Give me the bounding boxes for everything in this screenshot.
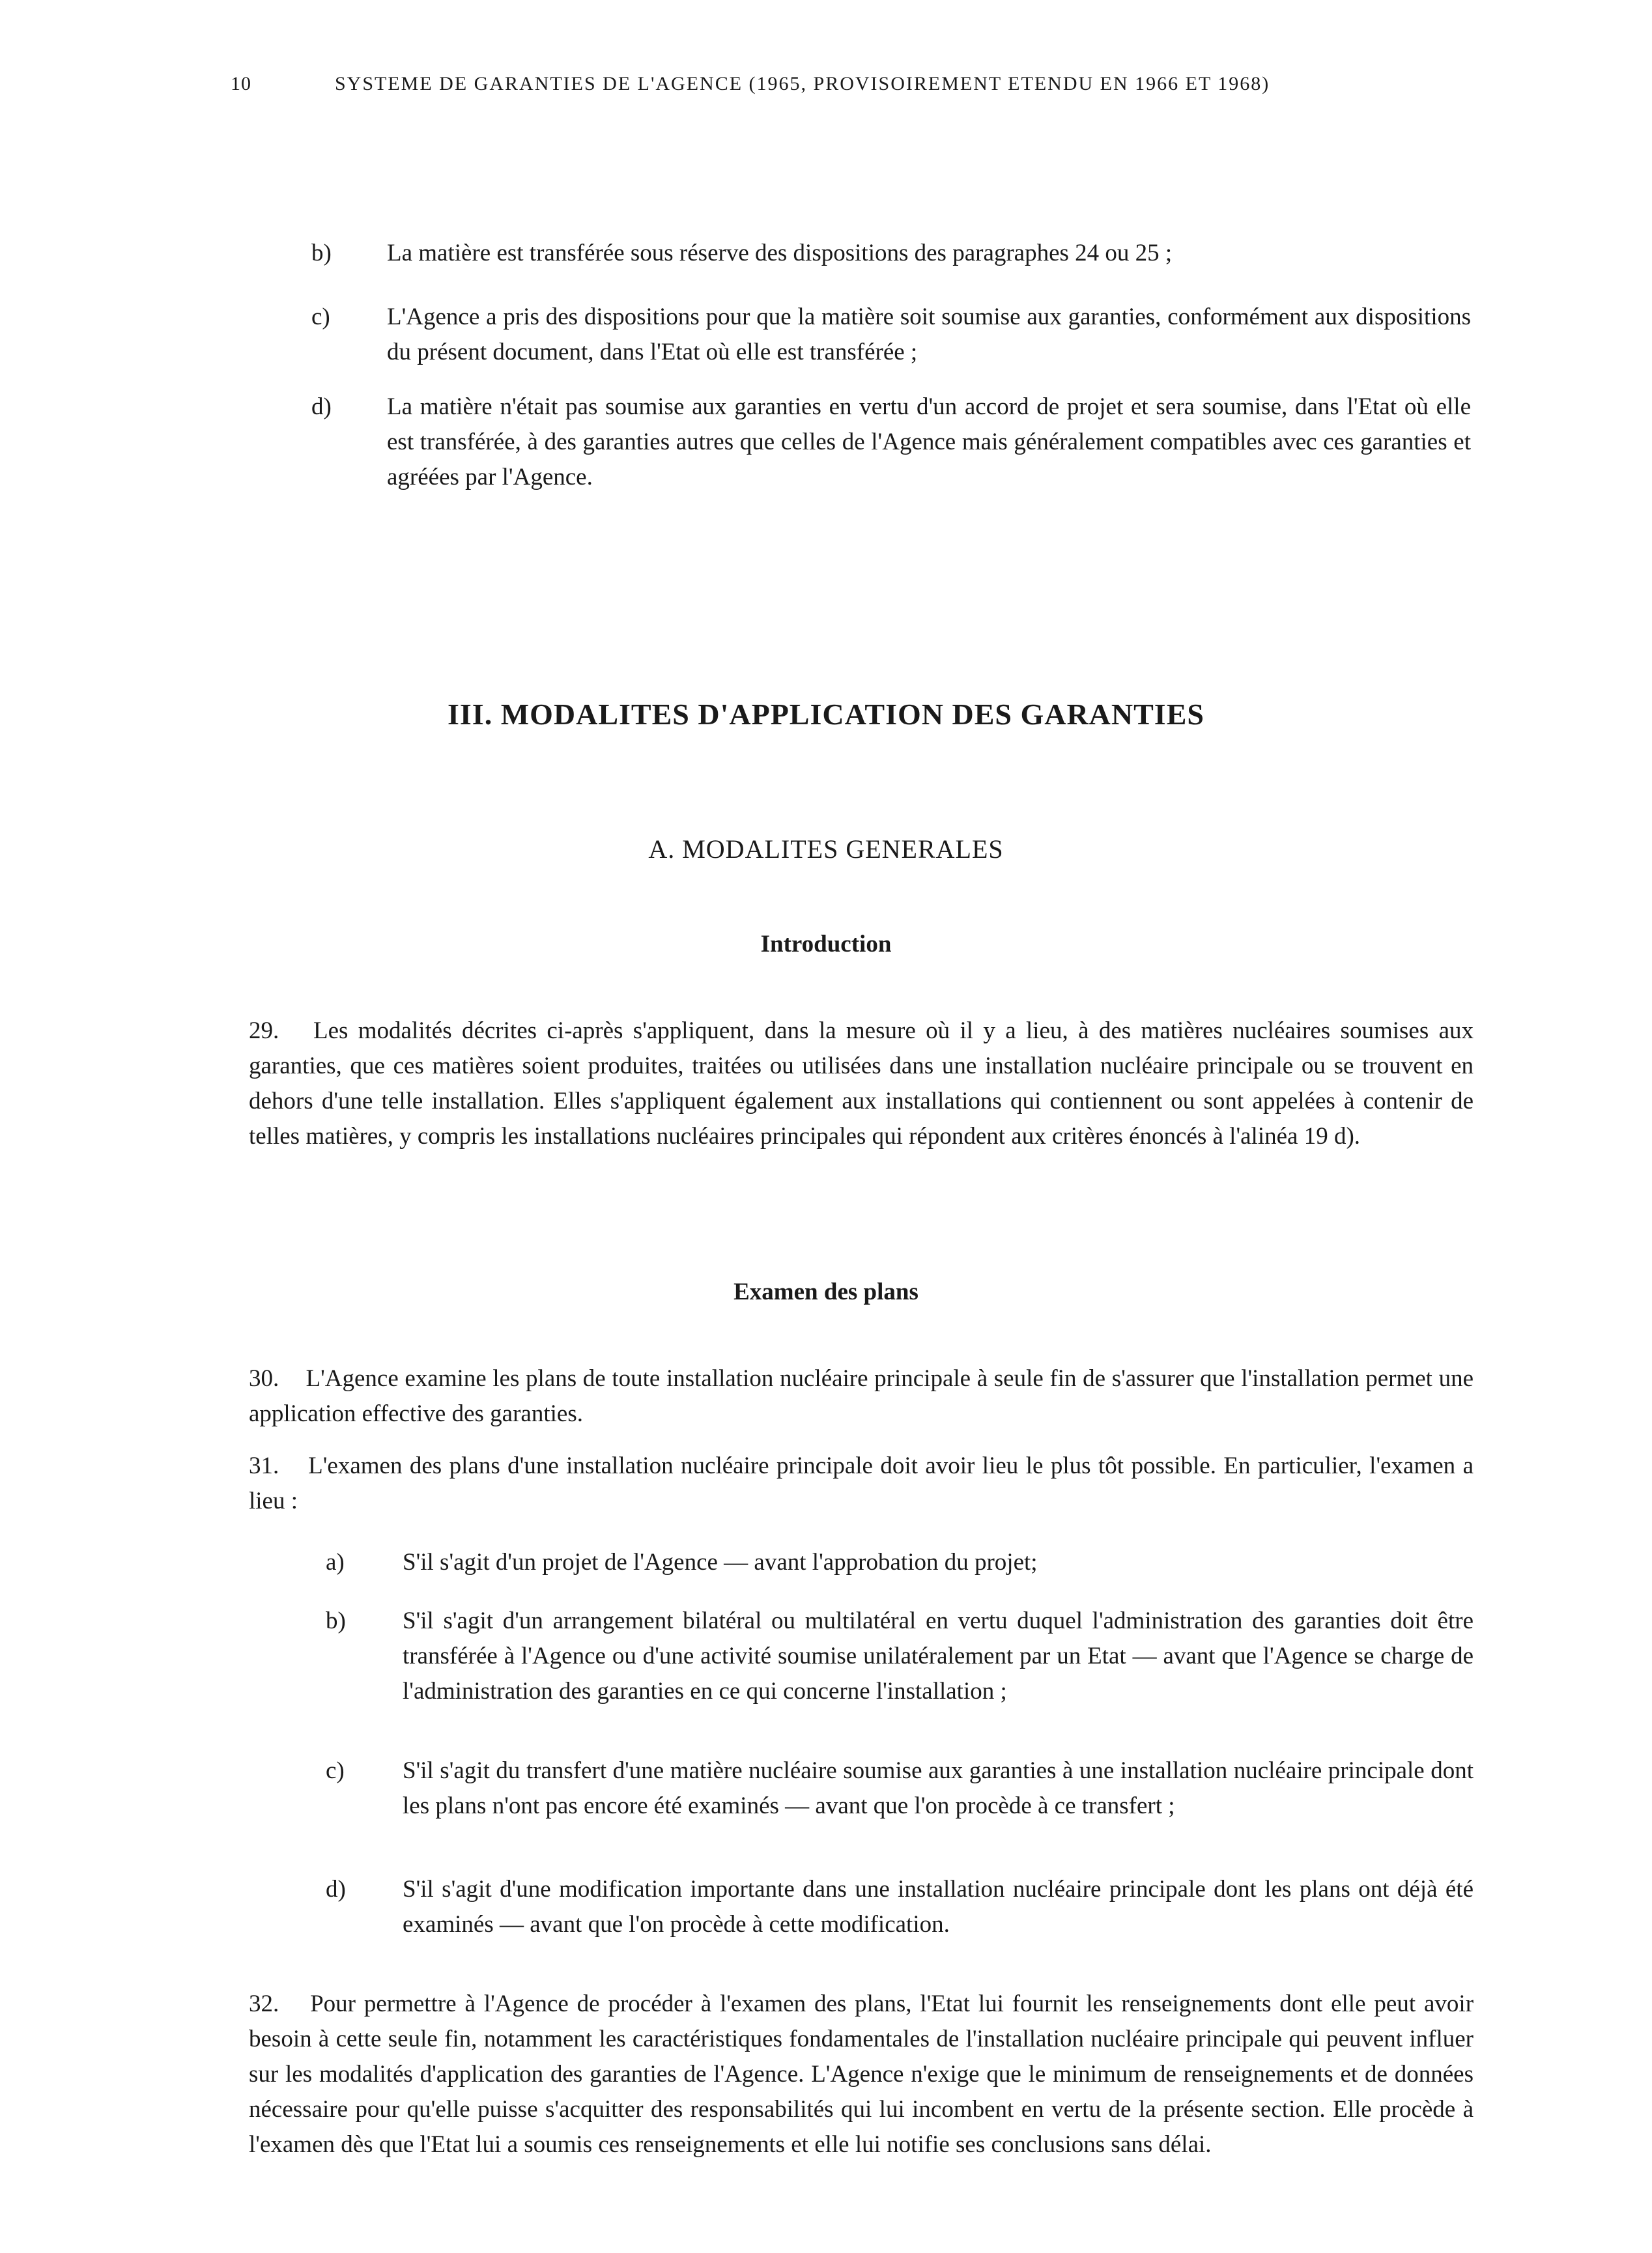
running-title: SYSTEME DE GARANTIES DE L'AGENCE (1965, PROVISOIREMENT ETENDU EN 1966 ET 1968) bbox=[335, 73, 1270, 94]
item-label: d) bbox=[311, 393, 332, 420]
paragraph-text: Les modalités décrites ci-après s'appliquent, dans la mesure où il y a lieu, à des matières nucléaires soumises aux garanties, que ces matières soient produites, traitées ou utilisées dans une installation nucléaire principale ou se trouvent en dehors d'une telle installation. Elles s'appliquent également aux installations qui contiennent ou sont appelées à contenir de telles matières, y compris les installations nucléaires principales qui répondent aux critères énoncés à l'alinéa 19 d). bbox=[249, 1017, 1474, 1150]
item-text: L'Agence a pris des dispositions pour que la matière soit soumise aux garanties, conformément aux dispositions du présent document, dans l'Etat où elle est transférée ; bbox=[387, 304, 1471, 365]
paragraph-number: 31. bbox=[249, 1452, 279, 1479]
heading-examen-des-plans: Examen des plans bbox=[733, 1279, 919, 1305]
item-text: S'il s'agit du transfert d'une matière nucléaire soumise aux garanties à une installation nucléaire principale dont les plans n'ont pas encore été examinés — avant que l'on procède à ce transfert ; bbox=[403, 1757, 1474, 1819]
paragraph-text: L'examen des plans d'une installation nucléaire principale doit avoir lieu le plus tôt possible. En particulier, l'examen a lieu : bbox=[249, 1452, 1474, 1514]
item-text: S'il s'agit d'une modification importante dans une installation nucléaire principale dont les plans ont déjà été examinés — avant que l'on procède à cette modification. bbox=[403, 1876, 1474, 1938]
page-number: 10 bbox=[231, 73, 251, 94]
item-label: a) bbox=[326, 1549, 345, 1576]
paragraph-31 bbox=[249, 1449, 1474, 1519]
section-title: III. MODALITES D'APPLICATION DES GARANTIES bbox=[448, 698, 1204, 731]
paragraph-number: 32. bbox=[249, 1991, 279, 2017]
paragraph-text: Pour permettre à l'Agence de procéder à l'examen des plans, l'Etat lui fournit les renseignements dont elle peut avoir besoin à cette seule fin, notamment les caractéristiques fondamentales de l'installation nucléaire principale qui peuvent influer sur les modalités d'application des garanties de l'Agence. L'Agence n'exige que le minimum de renseignements et de données nécessaire pour qu'elle puisse s'acquitter des responsabilités qui lui incombent en vertu de la présente section. Elle procède à l'examen dès que l'Etat lui a soumis ces renseignements et elle lui notifie ses conclusions sans délai. bbox=[249, 1991, 1474, 2158]
item-text: S'il s'agit d'un arrangement bilatéral ou multilatéral en vertu duquel l'administration des garanties doit être transférée à l'Agence ou d'une activité soumise unilatéralement par un Etat — avant que l'Agence se charge de l'administration des garanties en ce qui concerne l'installation ; bbox=[403, 1608, 1474, 1705]
item-label: c) bbox=[311, 304, 330, 330]
paragraph-text: L'Agence examine les plans de toute installation nucléaire principale à seule fin de s'assurer que l'installation permet une application effective des garanties. bbox=[249, 1365, 1474, 1427]
heading-introduction: Introduction bbox=[760, 931, 892, 957]
paragraph-30 bbox=[249, 1361, 1474, 1432]
item-text: S'il s'agit d'un projet de l'Agence — avant l'approbation du projet; bbox=[403, 1549, 1038, 1576]
item-text: La matière n'était pas soumise aux garanties en vertu d'un accord de projet et sera soumise, dans l'Etat où elle est transférée, à des garanties autres que celles de l'Agence mais généralement compatibles avec ces garanties et agréées par l'Agence. bbox=[387, 393, 1471, 490]
item-label: c) bbox=[326, 1757, 345, 1784]
paragraph-32 bbox=[249, 1987, 1474, 2162]
item-text: La matière est transférée sous réserve des dispositions des paragraphes 24 ou 25 ; bbox=[387, 240, 1173, 266]
paragraph-number: 29. bbox=[249, 1017, 279, 1044]
paragraph-number: 30. bbox=[249, 1365, 279, 1392]
subsection-title: A. MODALITES GENERALES bbox=[648, 834, 1004, 864]
item-label: b) bbox=[311, 240, 332, 266]
paragraph-29 bbox=[249, 1013, 1474, 1154]
item-label: d) bbox=[326, 1876, 346, 1903]
item-label: b) bbox=[326, 1608, 346, 1634]
